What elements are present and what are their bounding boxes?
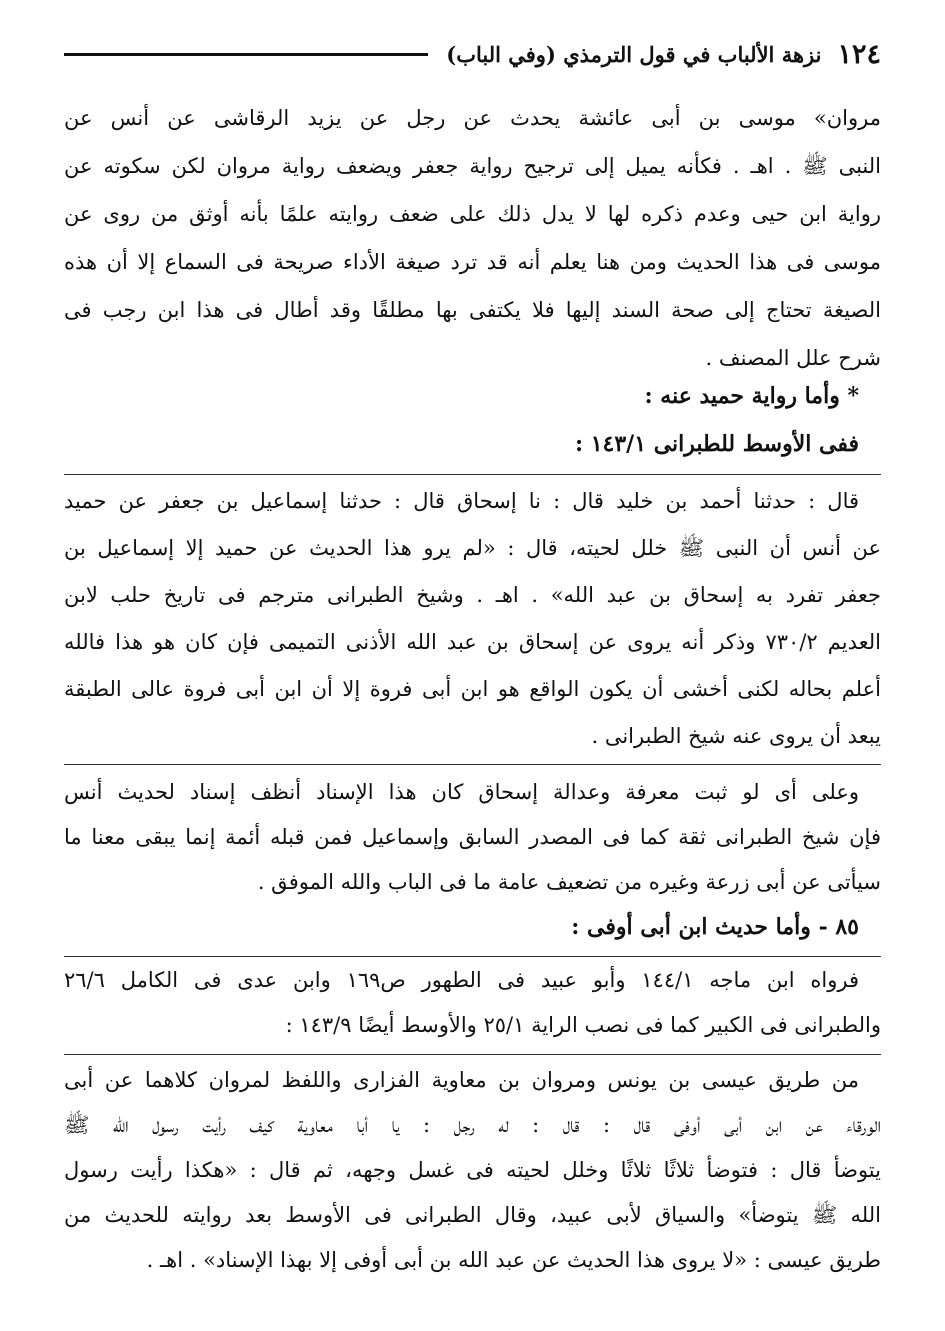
section-divider <box>64 1054 881 1055</box>
text-line: فرواه ابن ماجه ١٤٤/١ وأبو عبيد فى الطهور ص١٦٩ وابن عدى فى الكامل ٢٦/٦ <box>64 968 859 992</box>
text-line: جعفر تفرد به إسحاق بن عبد الله» . اهـ . وشيخ الطبرانى مترجم فى تاريخ حلب لابن <box>64 583 881 607</box>
text-line: الورقاء عن ابن أبى أوفى قال : قال : له رجل : يا أبا معاوية كيف رأيت رسول الله ﷺ <box>64 1113 881 1137</box>
text-line: سيأتى عن أبى زرعة وغيره من تضعيف عامة ما فى الباب والله الموفق . <box>257 870 881 894</box>
section-heading <box>64 904 881 950</box>
heading-awsat: ففى الأوسط للطبرانى ١٤٣/١ : <box>574 431 859 457</box>
text-line: رواية ابن حيى وعدم ذكره لها لا يدل ذلك على ضعف روايته علمًا بأنه أوثق من روى عن <box>64 202 881 226</box>
text-line: الصيغة تحتاج إلى صحة السند إليها فلا يكتفى بها مطلقًا وقد أطال فى هذا ابن رجب فى <box>64 298 881 322</box>
text-line: فإن شيخ الطبرانى ثقة كما فى المصدر السابق وإسماعيل فمن قبله أئمة إنما يبقى معنا ما <box>64 825 881 849</box>
text-line: العديم ٧٣٠/٢ وذكر أنه يروى عن إسحاق بن عبد الله الأذنى التميمى فإن كان هو هذا فالله <box>64 630 881 654</box>
section-divider <box>64 474 881 475</box>
text-line: يتوضأ قال : فتوضأ ثلاثًا ثلاثًا وخلل لحيته فى غسل وجهه، ثم قال : «هكذا رأيت رسول <box>64 1158 881 1182</box>
section-divider <box>64 764 881 765</box>
header-rule <box>64 53 428 56</box>
paragraph-3 <box>64 770 881 905</box>
running-header <box>64 32 881 76</box>
paragraph-5 <box>64 1058 881 1283</box>
page-number: ١٢٤ <box>837 38 881 70</box>
text-line: قال : حدثنا أحمد بن خليد قال : نا إسحاق قال : حدثنا إسماعيل بن جعفر عن حميد <box>64 489 859 513</box>
section-heading <box>64 372 881 468</box>
paragraph-1 <box>64 94 881 382</box>
text-line: طريق عيسى : «لا يروى هذا الحديث عن عبد الله بن أبى أوفى إلا بهذا الإسناد» . اهـ . <box>146 1248 881 1272</box>
section-divider <box>64 956 881 957</box>
text-line: مروان» موسى بن أبى عائشة يحدث عن رجل عن يزيد الرقاشى عن أنس عن <box>64 106 881 130</box>
text-line: وعلى أى لو ثبت معرفة وعدالة إسحاق كان هذا الإسناد أنظف إسناد لحديث أنس <box>64 780 859 804</box>
text-line: عن أنس أن النبى ﷺ خلل لحيته، قال : «لم يرو هذا الحديث عن حميد إلا إسماعيل بن <box>64 536 881 560</box>
paragraph-4 <box>64 958 881 1048</box>
text-line: أعلم بحاله لكنى أخشى أن يكون الواقع هو ابن أبى فروة إلا أن ابن أبى فروة عالى الطبقة <box>64 677 881 701</box>
paragraph-2 <box>64 478 881 760</box>
text-line: يبعد أن يروى عنه شيخ الطبرانى . <box>591 724 881 748</box>
text-line: الله ﷺ يتوضأ» والسياق لأبى عبيد، وقال الطبرانى فى الأوسط بعد روايته للحديث من <box>64 1203 881 1227</box>
heading-ibn-abi-awfa: ٨٥ - وأما حديث ابن أبى أوفى : <box>571 914 859 940</box>
text-line: شرح علل المصنف . <box>705 346 881 370</box>
text-line: والطبرانى فى الكبير كما فى نصب الراية ٢٥/١ والأوسط أيضًا ١٤٣/٩ : <box>285 1013 881 1037</box>
heading-humayd: * وأما رواية حميد عنه : <box>644 383 859 409</box>
text-line: موسى فى هذا الحديث ومن هنا يعلم أنه قد ترد صيغة الأداء صريحة فى السماع إلا أن هذه <box>64 250 881 274</box>
running-title: نزهة الألباب في قول الترمذي (وفي الباب) <box>446 41 822 67</box>
text-line: من طريق عيسى بن يونس ومروان بن معاوية الفزارى واللفظ لمروان كلاهما عن أبى <box>64 1068 859 1092</box>
text-line: النبى ﷺ . اهـ . فكأنه يميل إلى ترجيح رواية جعفر ويضعف رواية مروان لكن سكوته عن <box>64 154 881 178</box>
